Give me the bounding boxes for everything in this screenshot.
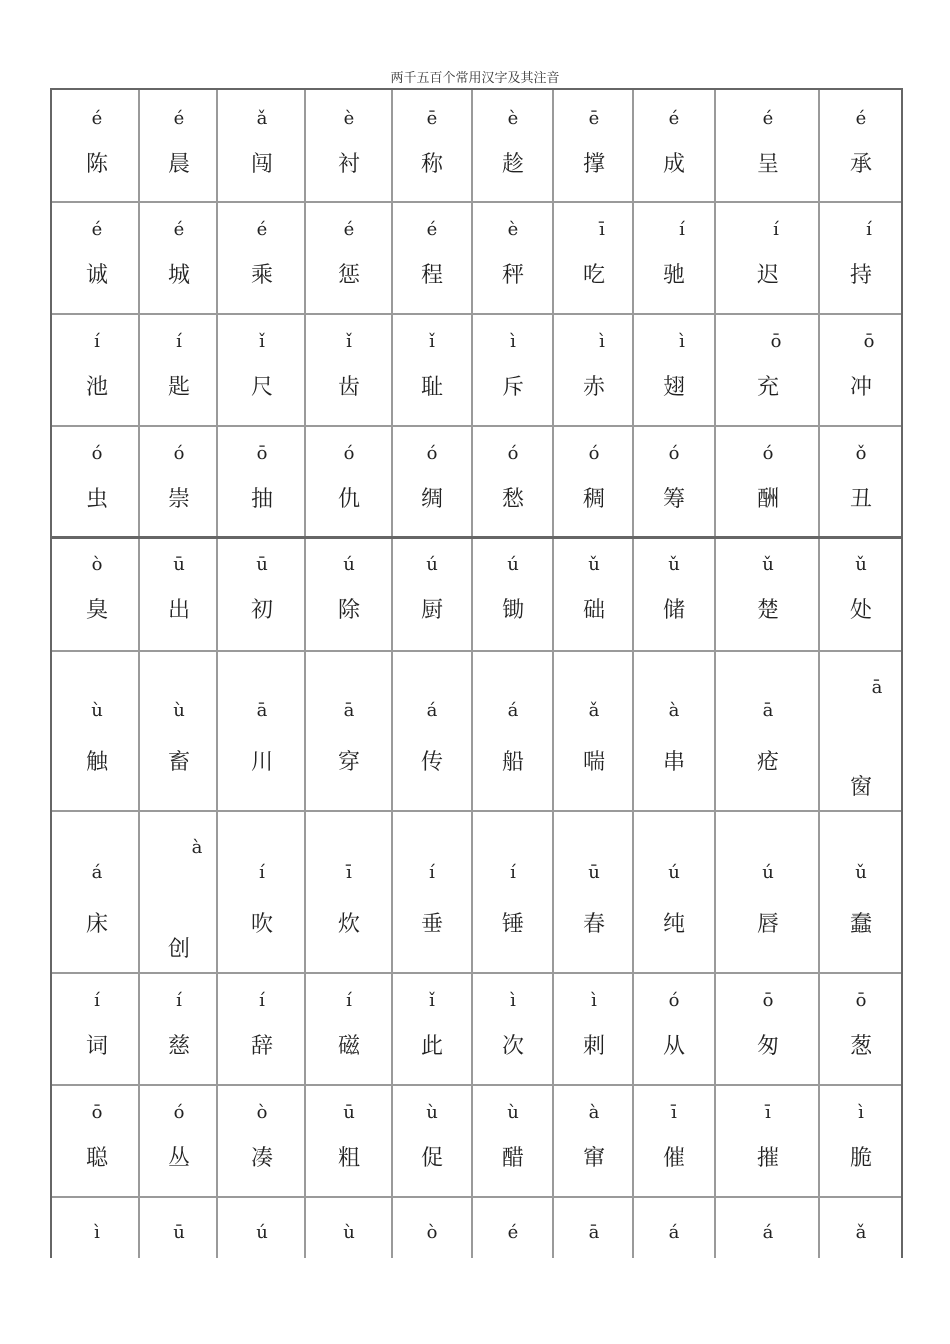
hanzi-character: 厨: [420, 598, 443, 623]
column-divider: [304, 90, 306, 1258]
pinyin-tone: á: [91, 862, 103, 883]
hanzi-character: 尺: [250, 375, 273, 400]
hanzi-character: 刺: [582, 1034, 605, 1059]
hanzi-character: 窗: [849, 775, 872, 800]
column-divider: [552, 90, 554, 1258]
hanzi-character: 稠: [582, 487, 605, 512]
pinyin-tone: é: [507, 1222, 519, 1243]
pinyin-tone: ì: [591, 990, 597, 1011]
hanzi-character: 愁: [501, 487, 524, 512]
hanzi-character: 匙: [167, 375, 190, 400]
pinyin-tone: è: [343, 108, 355, 129]
pinyin-tone: ī: [346, 862, 352, 883]
hanzi-character: 绸: [420, 487, 443, 512]
hanzi-character: 充: [756, 375, 779, 400]
pinyin-tone: ō: [762, 990, 774, 1011]
hanzi-character: 葱: [849, 1034, 872, 1059]
row-divider: [52, 201, 901, 203]
hanzi-character: 蠢: [849, 912, 872, 937]
hanzi-character: 诚: [85, 263, 108, 288]
hanzi-character: 床: [85, 912, 108, 937]
pinyin-tone: ō: [855, 990, 867, 1011]
hanzi-character: 促: [420, 1146, 443, 1171]
pinyin-tone: ǎ: [855, 1222, 867, 1243]
hanzi-character: 触: [85, 750, 108, 775]
hanzi-character: 出: [167, 598, 190, 623]
row-divider: [52, 810, 901, 812]
pinyin-tone: í: [866, 219, 872, 240]
pinyin-tone: ǐ: [429, 990, 435, 1011]
pinyin-tone: í: [94, 331, 100, 352]
hanzi-character: 炊: [337, 912, 360, 937]
hanzi-character: 崇: [167, 487, 190, 512]
pinyin-tone: ū: [588, 862, 600, 883]
hanzi-character: 筹: [662, 487, 685, 512]
pinyin-tone: ǔ: [855, 554, 867, 575]
pinyin-tone: ī: [671, 1102, 677, 1123]
pinyin-tone: ō: [770, 331, 782, 352]
pinyin-tone: í: [259, 990, 265, 1011]
pinyin-tone: è: [507, 219, 519, 240]
row-divider: [52, 536, 901, 539]
hanzi-character: 驰: [662, 263, 685, 288]
pinyin-tone: ó: [668, 443, 680, 464]
pinyin-tone: à: [588, 1102, 600, 1123]
pinyin-tone: ì: [599, 331, 605, 352]
hanzi-character: 趁: [501, 152, 524, 177]
hanzi-character: 吹: [250, 912, 273, 937]
pinyin-tone: á: [426, 700, 438, 721]
hanzi-character: 仇: [337, 487, 360, 512]
row-divider: [52, 1084, 901, 1086]
hanzi-character: 锄: [501, 598, 524, 623]
hanzi-character: 成: [662, 152, 685, 177]
hanzi-character: 秤: [501, 263, 524, 288]
column-divider: [632, 90, 634, 1258]
pinyin-tone: è: [507, 108, 519, 129]
hanzi-character: 词: [85, 1034, 108, 1059]
hanzi-character: 齿: [337, 375, 360, 400]
pinyin-tone: ō: [863, 331, 875, 352]
pinyin-tone: ó: [507, 443, 519, 464]
hanzi-character: 衬: [337, 152, 360, 177]
hanzi-character: 畜: [167, 750, 190, 775]
pinyin-tone: é: [668, 108, 680, 129]
pinyin-tone: à: [191, 837, 203, 858]
hanzi-character: 酬: [756, 487, 779, 512]
pinyin-tone: í: [346, 990, 352, 1011]
pinyin-tone: ū: [343, 1102, 355, 1123]
pinyin-tone: ó: [173, 443, 185, 464]
hanzi-character: 陈: [85, 152, 108, 177]
pinyin-tone: ā: [256, 700, 268, 721]
column-divider: [818, 90, 820, 1258]
pinyin-tone: é: [256, 219, 268, 240]
row-divider: [52, 313, 901, 315]
pinyin-tone: ù: [91, 700, 103, 721]
row-divider: [52, 1196, 901, 1198]
pinyin-tone: í: [773, 219, 779, 240]
row-divider: [52, 650, 901, 652]
hanzi-character: 催: [662, 1146, 685, 1171]
hanzi-character: 城: [167, 263, 190, 288]
hanzi-character: 此: [420, 1034, 443, 1059]
pinyin-tone: ù: [173, 700, 185, 721]
hanzi-character: 聪: [85, 1146, 108, 1171]
hanzi-character: 呈: [756, 152, 779, 177]
hanzi-character: 赤: [582, 375, 605, 400]
pinyin-tone: ǔ: [668, 554, 680, 575]
column-divider: [714, 90, 716, 1258]
pinyin-tone: ǒ: [855, 443, 867, 464]
hanzi-character: 传: [420, 750, 443, 775]
pinyin-tone: ā: [871, 677, 883, 698]
pinyin-tone: à: [668, 700, 680, 721]
row-divider: [52, 972, 901, 974]
hanzi-character: 从: [662, 1034, 685, 1059]
pinyin-tone: ú: [762, 862, 774, 883]
pinyin-tone: ǎ: [588, 700, 600, 721]
pinyin-tone: í: [429, 862, 435, 883]
pinyin-tone: ō: [256, 443, 268, 464]
pinyin-tone: í: [510, 862, 516, 883]
hanzi-character: 承: [849, 152, 872, 177]
hanzi-character: 初: [250, 598, 273, 623]
hanzi-character: 纯: [662, 912, 685, 937]
hanzi-character: 锤: [501, 912, 524, 937]
pinyin-tone: ì: [679, 331, 685, 352]
pinyin-tone: ì: [510, 990, 516, 1011]
pinyin-tone: ē: [588, 108, 600, 129]
pinyin-tone: é: [91, 219, 103, 240]
page-title: 两千五百个常用汉字及其注音: [390, 71, 560, 86]
pinyin-tone: ì: [510, 331, 516, 352]
pinyin-tone: ú: [507, 554, 519, 575]
hanzi-character: 除: [337, 598, 360, 623]
hanzi-character: 慈: [167, 1034, 190, 1059]
hanzi-character: 程: [420, 263, 443, 288]
hanzi-character: 撑: [582, 152, 605, 177]
pinyin-tone: í: [176, 990, 182, 1011]
hanzi-character: 耻: [420, 375, 443, 400]
pinyin-tone: ú: [343, 554, 355, 575]
hanzi-character: 垂: [420, 912, 443, 937]
pinyin-tone: ē: [426, 108, 438, 129]
pinyin-tone: ǐ: [346, 331, 352, 352]
hanzi-character: 磁: [337, 1034, 360, 1059]
pinyin-tone: ó: [588, 443, 600, 464]
hanzi-character: 穿: [337, 750, 360, 775]
pinyin-tone: í: [94, 990, 100, 1011]
pinyin-tone: ú: [668, 862, 680, 883]
pinyin-tone: ū: [256, 554, 268, 575]
pinyin-tone: ù: [426, 1102, 438, 1123]
pinyin-tone: á: [668, 1222, 680, 1243]
hanzi-character: 丛: [167, 1146, 190, 1171]
pinyin-tone: ì: [94, 1222, 100, 1243]
pinyin-tone: ì: [858, 1102, 864, 1123]
hanzi-character: 虫: [85, 487, 108, 512]
hanzi-character: 池: [85, 375, 108, 400]
column-divider: [216, 90, 218, 1258]
hanzi-character: 创: [167, 937, 190, 962]
column-divider: [471, 90, 473, 1258]
hanzi-character: 迟: [756, 263, 779, 288]
pinyin-tone: ā: [762, 700, 774, 721]
hanzi-character: 持: [849, 263, 872, 288]
hanzi-character: 晨: [167, 152, 190, 177]
hanzi-character: 处: [849, 598, 872, 623]
pinyin-tone: ò: [426, 1222, 438, 1243]
row-divider: [52, 425, 901, 427]
pinyin-tone: é: [343, 219, 355, 240]
hanzi-character: 翅: [662, 375, 685, 400]
hanzi-character: 乘: [250, 263, 273, 288]
hanzi-character: 闯: [250, 152, 273, 177]
hanzi-character: 喘: [582, 750, 605, 775]
pinyin-tone: ǐ: [429, 331, 435, 352]
hanzi-character: 冲: [849, 375, 872, 400]
hanzi-character: 匆: [756, 1034, 779, 1059]
hanzi-character: 醋: [501, 1146, 524, 1171]
column-divider: [138, 90, 140, 1258]
hanzi-character: 船: [501, 750, 524, 775]
hanzi-character: 川: [250, 750, 273, 775]
pinyin-tone: ó: [343, 443, 355, 464]
pinyin-tone: ó: [173, 1102, 185, 1123]
hanzi-character: 辞: [250, 1034, 273, 1059]
pinyin-tone: ī: [599, 219, 605, 240]
hanzi-character: 抽: [250, 487, 273, 512]
pinyin-tone: ī: [765, 1102, 771, 1123]
pinyin-tone: ā: [343, 700, 355, 721]
hanzi-character: 唇: [756, 912, 779, 937]
pinyin-tone: é: [173, 219, 185, 240]
pinyin-tone: ò: [91, 554, 103, 575]
pinyin-tone: ú: [256, 1222, 268, 1243]
hanzi-character: 脆: [849, 1146, 872, 1171]
pinyin-tone: ū: [173, 1222, 185, 1243]
pinyin-tone: ā: [588, 1222, 600, 1243]
hanzi-character: 疮: [756, 750, 779, 775]
hanzi-character: 凑: [250, 1146, 273, 1171]
hanzi-character: 串: [662, 750, 685, 775]
pinyin-tone: í: [259, 862, 265, 883]
pinyin-tone: ó: [91, 443, 103, 464]
hanzi-character: 摧: [756, 1146, 779, 1171]
pinyin-tone: ú: [426, 554, 438, 575]
pinyin-tone: é: [426, 219, 438, 240]
character-table: [50, 88, 903, 1258]
pinyin-tone: ó: [762, 443, 774, 464]
pinyin-tone: é: [91, 108, 103, 129]
pinyin-tone: ū: [173, 554, 185, 575]
hanzi-character: 春: [582, 912, 605, 937]
pinyin-tone: í: [176, 331, 182, 352]
pinyin-tone: ó: [426, 443, 438, 464]
pinyin-tone: í: [679, 219, 685, 240]
pinyin-tone: ǔ: [588, 554, 600, 575]
pinyin-tone: ō: [91, 1102, 103, 1123]
pinyin-tone: ǐ: [259, 331, 265, 352]
hanzi-character: 楚: [756, 598, 779, 623]
pinyin-tone: á: [762, 1222, 774, 1243]
hanzi-character: 次: [501, 1034, 524, 1059]
pinyin-tone: ù: [507, 1102, 519, 1123]
hanzi-character: 斥: [501, 375, 524, 400]
hanzi-character: 础: [582, 598, 605, 623]
hanzi-character: 吃: [582, 263, 605, 288]
pinyin-tone: é: [855, 108, 867, 129]
hanzi-character: 储: [662, 598, 685, 623]
pinyin-tone: ù: [343, 1222, 355, 1243]
pinyin-tone: ǔ: [855, 862, 867, 883]
hanzi-character: 粗: [337, 1146, 360, 1171]
pinyin-tone: ò: [256, 1102, 268, 1123]
hanzi-character: 窜: [582, 1146, 605, 1171]
pinyin-tone: ǔ: [762, 554, 774, 575]
hanzi-character: 称: [420, 152, 443, 177]
hanzi-character: 惩: [337, 263, 360, 288]
hanzi-character: 臭: [85, 598, 108, 623]
pinyin-tone: é: [762, 108, 774, 129]
pinyin-tone: ǎ: [256, 108, 268, 129]
column-divider: [391, 90, 393, 1258]
hanzi-character: 丑: [849, 487, 872, 512]
pinyin-tone: ó: [668, 990, 680, 1011]
pinyin-tone: é: [173, 108, 185, 129]
pinyin-tone: á: [507, 700, 519, 721]
